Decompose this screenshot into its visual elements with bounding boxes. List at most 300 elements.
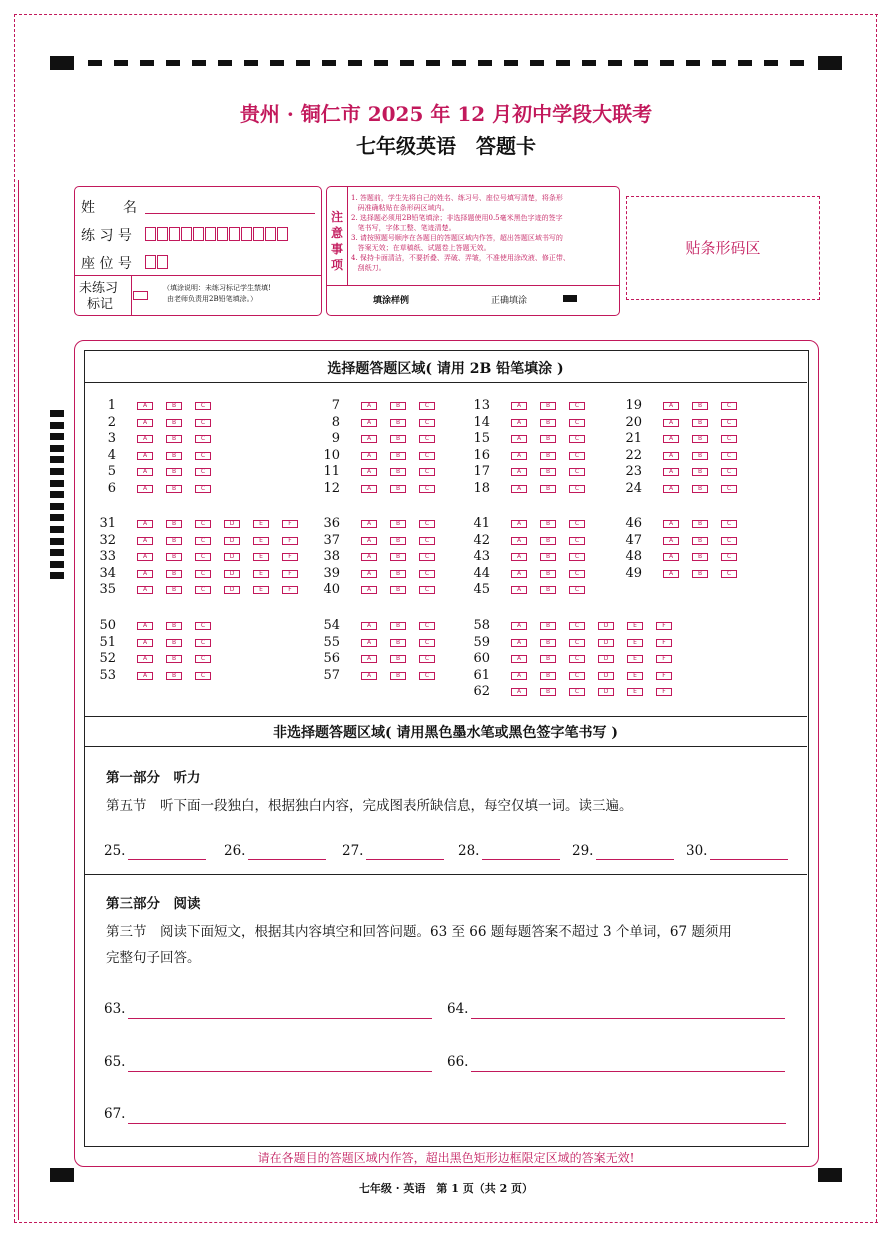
answer-bubble-36-C[interactable]: C	[419, 520, 435, 528]
blank-label: 67.	[104, 1106, 126, 1122]
answer-bubble-9-B[interactable]: B	[390, 435, 406, 443]
answer-bubble-19-C[interactable]: C	[721, 402, 737, 410]
answer-bubble-13-A[interactable]: A	[511, 402, 527, 410]
notes-title-char: 注	[331, 210, 344, 224]
answer-bubble-32-C[interactable]: C	[195, 537, 211, 545]
note-item: 刮纸刀。	[351, 264, 386, 272]
answer-bubble-4-A[interactable]: A	[137, 452, 153, 460]
question-number: 19	[625, 398, 642, 413]
answer-bubble-56-A[interactable]: A	[361, 655, 377, 663]
question-number: 23	[625, 464, 642, 479]
timing-mark	[192, 60, 206, 66]
answer-bubble-31-D[interactable]: D	[224, 520, 240, 528]
answer-bubble-58-C[interactable]: C	[569, 622, 585, 630]
question-number: 11	[323, 464, 340, 479]
answer-bubble-36-A[interactable]: A	[361, 520, 377, 528]
answer-bubble-21-B[interactable]: B	[692, 435, 708, 443]
answer-bubble-8-A[interactable]: A	[361, 419, 377, 427]
answer-bubble-4-C[interactable]: C	[195, 452, 211, 460]
answer-bubble-52-A[interactable]: A	[137, 655, 153, 663]
answer-bubble-37-B[interactable]: B	[390, 537, 406, 545]
answer-line-26[interactable]	[248, 859, 326, 860]
side-timing-mark	[50, 514, 64, 521]
question-number: 6	[107, 480, 116, 496]
answer-bubble-10-C[interactable]: C	[419, 452, 435, 460]
answer-line-65[interactable]	[128, 1071, 432, 1072]
answer-bubble-62-C[interactable]: C	[569, 688, 585, 696]
answer-bubble-19-A[interactable]: A	[663, 402, 679, 410]
answer-bubble-5-C[interactable]: C	[195, 468, 211, 476]
note-item: 3. 请按照题号顺序在各题目的答题区域内作答，超出答题区域书写的	[351, 234, 563, 242]
exam-no-label: 练 习 号	[81, 228, 132, 244]
answer-bubble-47-C[interactable]: C	[721, 537, 737, 545]
part3-instruction-2: 完整句子回答。	[106, 950, 201, 966]
timing-mark	[634, 60, 648, 66]
name-field[interactable]	[145, 213, 315, 214]
note-item: 答案无效；在草稿纸、试题卷上答题无效。	[351, 244, 491, 252]
question-number: 41	[473, 516, 490, 531]
answer-bubble-46-A[interactable]: A	[663, 520, 679, 528]
answer-bubble-62-B[interactable]: B	[540, 688, 556, 696]
answer-bubble-3-B[interactable]: B	[166, 435, 182, 443]
side-timing-mark	[50, 468, 64, 475]
answer-bubble-46-C[interactable]: C	[721, 520, 737, 528]
answer-line-25[interactable]	[128, 859, 206, 860]
question-number: 40	[323, 582, 340, 597]
answer-bubble-8-C[interactable]: C	[419, 419, 435, 427]
answer-bubble-61-C[interactable]: C	[569, 672, 585, 680]
answer-bubble-22-B[interactable]: B	[692, 452, 708, 460]
answer-bubble-18-A[interactable]: A	[511, 485, 527, 493]
part3-instruction: 第三节 阅读下面短文，根据其内容填空和回答问题。63 至 66 题每题答案不超过 3 个单词，67 题须用	[106, 924, 732, 940]
answer-bubble-54-C[interactable]: C	[419, 622, 435, 630]
unpracticed-label-2: 标记	[87, 297, 114, 312]
question-number: 50	[99, 618, 116, 633]
timing-mark	[530, 60, 544, 66]
answer-bubble-57-C[interactable]: C	[419, 672, 435, 680]
answer-bubble-52-B[interactable]: B	[166, 655, 182, 663]
answer-bubble-50-A[interactable]: A	[137, 622, 153, 630]
answer-bubble-62-E[interactable]: E	[627, 688, 643, 696]
answer-bubble-20-B[interactable]: B	[692, 419, 708, 427]
timing-mark	[296, 60, 310, 66]
unpracticed-mark-box[interactable]	[133, 291, 148, 300]
cut-line-bottom	[14, 1222, 878, 1223]
answer-bubble-62-D[interactable]: D	[598, 688, 614, 696]
answer-bubble-59-D[interactable]: D	[598, 639, 614, 647]
answer-bubble-31-A[interactable]: A	[137, 520, 153, 528]
answer-bubble-15-C[interactable]: C	[569, 435, 585, 443]
answer-bubble-23-A[interactable]: A	[663, 468, 679, 476]
answer-line-67[interactable]	[128, 1123, 786, 1124]
timing-mark	[270, 60, 284, 66]
timing-mark	[114, 60, 128, 66]
answer-bubble-9-A[interactable]: A	[361, 435, 377, 443]
side-timing-mark	[50, 480, 64, 487]
answer-bubble-20-A[interactable]: A	[663, 419, 679, 427]
answer-bubble-37-C[interactable]: C	[419, 537, 435, 545]
answer-bubble-43-C[interactable]: C	[569, 553, 585, 561]
notes-box	[326, 186, 620, 316]
answer-bubble-23-C[interactable]: C	[721, 468, 737, 476]
answer-bubble-14-B[interactable]: B	[540, 419, 556, 427]
answer-bubble-50-B[interactable]: B	[166, 622, 182, 630]
answer-bubble-40-B[interactable]: B	[390, 586, 406, 594]
timing-mark	[582, 60, 596, 66]
answer-bubble-14-A[interactable]: A	[511, 419, 527, 427]
answer-bubble-19-B[interactable]: B	[692, 402, 708, 410]
question-number: 12	[323, 480, 340, 496]
question-number: 61	[473, 667, 490, 683]
answer-bubble-32-B[interactable]: B	[166, 537, 182, 545]
side-timing-mark	[50, 503, 64, 510]
sample-label: 填涂样例	[373, 296, 410, 306]
answer-bubble-43-B[interactable]: B	[540, 553, 556, 561]
answer-bubble-18-B[interactable]: B	[540, 485, 556, 493]
side-timing-mark	[50, 572, 64, 579]
question-number: 33	[99, 549, 116, 564]
part3-title: 第三部分 阅读	[106, 896, 201, 912]
answer-bubble-12-A[interactable]: A	[361, 485, 377, 493]
answer-bubble-14-C[interactable]: C	[569, 419, 585, 427]
notes-title-char: 项	[331, 258, 344, 272]
answer-bubble-33-C[interactable]: C	[195, 553, 211, 561]
note-item: 2. 选择题必须用2B铅笔填涂；非选择题使用0.5毫米黑色字迹的签字	[351, 214, 563, 222]
answer-bubble-51-C[interactable]: C	[195, 639, 211, 647]
answer-bubble-35-E[interactable]: E	[253, 586, 269, 594]
answer-bubble-15-A[interactable]: A	[511, 435, 527, 443]
correct-label: 正确填涂	[491, 296, 528, 306]
answer-bubble-59-B[interactable]: B	[540, 639, 556, 647]
answer-bubble-6-C[interactable]: C	[195, 485, 211, 493]
answer-bubble-34-A[interactable]: A	[137, 570, 153, 578]
answer-bubble-54-A[interactable]: A	[361, 622, 377, 630]
answer-bubble-41-A[interactable]: A	[511, 520, 527, 528]
name-label: 姓 名	[81, 200, 137, 216]
question-number: 15	[473, 431, 490, 446]
answer-bubble-54-B[interactable]: B	[390, 622, 406, 630]
question-number: 60	[473, 651, 490, 666]
answer-bubble-44-B[interactable]: B	[540, 570, 556, 578]
answer-bubble-1-B[interactable]: B	[166, 402, 182, 410]
blank-label: 28.	[458, 843, 480, 859]
answer-bubble-60-D[interactable]: D	[598, 655, 614, 663]
answer-bubble-33-D[interactable]: D	[224, 553, 240, 561]
answer-bubble-59-A[interactable]: A	[511, 639, 527, 647]
answer-bubble-60-E[interactable]: E	[627, 655, 643, 663]
answer-bubble-8-B[interactable]: B	[390, 419, 406, 427]
answer-bubble-61-A[interactable]: A	[511, 672, 527, 680]
answer-bubble-48-B[interactable]: B	[692, 553, 708, 561]
side-timing-mark	[50, 549, 64, 556]
question-number: 43	[473, 549, 490, 564]
question-number: 46	[625, 516, 642, 531]
answer-bubble-10-A[interactable]: A	[361, 452, 377, 460]
page-info: 七年级 · 英语 第 1 页（共 2 页）	[358, 1182, 534, 1195]
answer-bubble-44-C[interactable]: C	[569, 570, 585, 578]
answer-bubble-24-A[interactable]: A	[663, 485, 679, 493]
answer-line-66[interactable]	[471, 1071, 785, 1072]
answer-bubble-50-C[interactable]: C	[195, 622, 211, 630]
timing-mark	[400, 60, 414, 66]
answer-line-63[interactable]	[128, 1018, 432, 1019]
answer-bubble-16-B[interactable]: B	[540, 452, 556, 460]
answer-bubble-61-E[interactable]: E	[627, 672, 643, 680]
answer-bubble-57-A[interactable]: A	[361, 672, 377, 680]
answer-bubble-7-C[interactable]: C	[419, 402, 435, 410]
answer-bubble-56-C[interactable]: C	[419, 655, 435, 663]
answer-bubble-31-C[interactable]: C	[195, 520, 211, 528]
answer-bubble-31-E[interactable]: E	[253, 520, 269, 528]
answer-bubble-49-C[interactable]: C	[721, 570, 737, 578]
answer-bubble-34-B[interactable]: B	[166, 570, 182, 578]
answer-bubble-34-E[interactable]: E	[253, 570, 269, 578]
question-number: 58	[473, 618, 490, 633]
answer-bubble-24-C[interactable]: C	[721, 485, 737, 493]
answer-bubble-38-C[interactable]: C	[419, 553, 435, 561]
answer-bubble-62-A[interactable]: A	[511, 688, 527, 696]
answer-bubble-48-C[interactable]: C	[721, 553, 737, 561]
student-info-box	[74, 186, 322, 316]
timing-mark	[166, 60, 180, 66]
answer-bubble-7-B[interactable]: B	[390, 402, 406, 410]
answer-bubble-2-A[interactable]: A	[137, 419, 153, 427]
part1-instruction: 第五节 听下面一段独白，根据独白内容，完成图表所缺信息，每空仅填一词。读三遍。	[106, 798, 633, 814]
answer-bubble-16-A[interactable]: A	[511, 452, 527, 460]
answer-bubble-53-B[interactable]: B	[166, 672, 182, 680]
note-item: 4. 保持卡面清洁，不要折叠、弄破、弄皱，不准使用涂改液、修正带、	[351, 254, 570, 262]
answer-bubble-11-B[interactable]: B	[390, 468, 406, 476]
note-item: 笔书写，字体工整、笔迹清楚。	[351, 224, 456, 232]
answer-bubble-12-C[interactable]: C	[419, 485, 435, 493]
answer-bubble-11-C[interactable]: C	[419, 468, 435, 476]
answer-bubble-21-C[interactable]: C	[721, 435, 737, 443]
answer-bubble-21-A[interactable]: A	[663, 435, 679, 443]
answer-bubble-39-C[interactable]: C	[419, 570, 435, 578]
answer-bubble-40-C[interactable]: C	[419, 586, 435, 594]
answer-bubble-2-C[interactable]: C	[195, 419, 211, 427]
answer-bubble-17-C[interactable]: C	[569, 468, 585, 476]
answer-bubble-58-D[interactable]: D	[598, 622, 614, 630]
question-number: 13	[473, 398, 490, 413]
seat-label: 座 位 号	[81, 256, 132, 272]
side-timing-mark	[50, 422, 64, 429]
answer-bubble-59-F[interactable]: F	[656, 639, 672, 647]
answer-bubble-55-C[interactable]: C	[419, 639, 435, 647]
answer-bubble-59-E[interactable]: E	[627, 639, 643, 647]
answer-bubble-32-F[interactable]: F	[282, 537, 298, 545]
answer-bubble-60-A[interactable]: A	[511, 655, 527, 663]
answer-bubble-2-B[interactable]: B	[166, 419, 182, 427]
cut-line-top	[14, 14, 878, 15]
answer-bubble-55-A[interactable]: A	[361, 639, 377, 647]
answer-bubble-46-B[interactable]: B	[692, 520, 708, 528]
answer-bubble-11-A[interactable]: A	[361, 468, 377, 476]
question-number: 3	[107, 431, 116, 446]
answer-line-64[interactable]	[471, 1018, 785, 1019]
answer-bubble-36-B[interactable]: B	[390, 520, 406, 528]
answer-bubble-38-B[interactable]: B	[390, 553, 406, 561]
answer-bubble-32-A[interactable]: A	[137, 537, 153, 545]
binding-line	[18, 180, 19, 1220]
answer-bubble-6-B[interactable]: B	[166, 485, 182, 493]
question-number: 1	[107, 398, 116, 413]
answer-bubble-60-F[interactable]: F	[656, 655, 672, 663]
answer-bubble-43-A[interactable]: A	[511, 553, 527, 561]
answer-line-28[interactable]	[482, 859, 560, 860]
answer-bubble-45-C[interactable]: C	[569, 586, 585, 594]
seat-boxes[interactable]	[145, 254, 169, 273]
answer-bubble-34-D[interactable]: D	[224, 570, 240, 578]
answer-bubble-45-A[interactable]: A	[511, 586, 527, 594]
question-number: 57	[323, 667, 340, 683]
question-number: 2	[107, 414, 116, 430]
answer-bubble-41-C[interactable]: C	[569, 520, 585, 528]
answer-bubble-13-B[interactable]: B	[540, 402, 556, 410]
timing-mark	[88, 60, 102, 66]
question-number: 9	[331, 431, 340, 446]
answer-bubble-6-A[interactable]: A	[137, 485, 153, 493]
answer-bubble-1-A[interactable]: A	[137, 402, 153, 410]
answer-bubble-22-A[interactable]: A	[663, 452, 679, 460]
timing-mark	[712, 60, 726, 66]
answer-bubble-15-B[interactable]: B	[540, 435, 556, 443]
answer-bubble-12-B[interactable]: B	[390, 485, 406, 493]
timing-mark	[790, 60, 804, 66]
exam-no-boxes[interactable]	[145, 226, 320, 245]
answer-bubble-13-C[interactable]: C	[569, 402, 585, 410]
answer-bubble-22-C[interactable]: C	[721, 452, 737, 460]
answer-bubble-39-B[interactable]: B	[390, 570, 406, 578]
answer-bubble-53-C[interactable]: C	[195, 672, 211, 680]
answer-bubble-34-C[interactable]: C	[195, 570, 211, 578]
answer-bubble-60-B[interactable]: B	[540, 655, 556, 663]
answer-bubble-56-B[interactable]: B	[390, 655, 406, 663]
answer-bubble-61-D[interactable]: D	[598, 672, 614, 680]
question-number: 16	[473, 447, 490, 463]
answer-bubble-24-B[interactable]: B	[692, 485, 708, 493]
answer-bubble-61-F[interactable]: F	[656, 672, 672, 680]
answer-bubble-42-B[interactable]: B	[540, 537, 556, 545]
answer-bubble-53-A[interactable]: A	[137, 672, 153, 680]
answer-bubble-47-A[interactable]: A	[663, 537, 679, 545]
timing-mark	[556, 60, 570, 66]
question-number: 7	[331, 398, 340, 413]
answer-bubble-17-A[interactable]: A	[511, 468, 527, 476]
question-number: 31	[99, 516, 116, 531]
answer-bubble-3-A[interactable]: A	[137, 435, 153, 443]
answer-bubble-59-C[interactable]: C	[569, 639, 585, 647]
answer-bubble-55-B[interactable]: B	[390, 639, 406, 647]
side-timing-mark	[50, 445, 64, 452]
side-timing-mark	[50, 526, 64, 533]
answer-line-29[interactable]	[596, 859, 674, 860]
answer-bubble-48-A[interactable]: A	[663, 553, 679, 561]
answer-bubble-44-A[interactable]: A	[511, 570, 527, 578]
answer-bubble-37-A[interactable]: A	[361, 537, 377, 545]
answer-line-30[interactable]	[710, 859, 788, 860]
corner-mark-top-left	[50, 56, 74, 70]
answer-bubble-31-B[interactable]: B	[166, 520, 182, 528]
answer-bubble-9-C[interactable]: C	[419, 435, 435, 443]
unpracticed-note-2: 由老师负责用2B铅笔填涂。）	[167, 295, 258, 303]
blank-label: 27.	[342, 843, 364, 859]
answer-bubble-58-B[interactable]: B	[540, 622, 556, 630]
answer-bubble-34-F[interactable]: F	[282, 570, 298, 578]
answer-bubble-5-B[interactable]: B	[166, 468, 182, 476]
answer-bubble-4-B[interactable]: B	[166, 452, 182, 460]
answer-bubble-35-B[interactable]: B	[166, 586, 182, 594]
answer-bubble-20-C[interactable]: C	[721, 419, 737, 427]
answer-bubble-62-F[interactable]: F	[656, 688, 672, 696]
answer-bubble-52-C[interactable]: C	[195, 655, 211, 663]
answer-bubble-5-A[interactable]: A	[137, 468, 153, 476]
answer-bubble-16-C[interactable]: C	[569, 452, 585, 460]
answer-bubble-1-C[interactable]: C	[195, 402, 211, 410]
answer-bubble-3-C[interactable]: C	[195, 435, 211, 443]
answer-bubble-31-F[interactable]: F	[282, 520, 298, 528]
answer-bubble-17-B[interactable]: B	[540, 468, 556, 476]
answer-bubble-42-C[interactable]: C	[569, 537, 585, 545]
answer-bubble-60-C[interactable]: C	[569, 655, 585, 663]
answer-bubble-33-E[interactable]: E	[253, 553, 269, 561]
note-item: 1. 答题前，学生先将自己的姓名、练习号、座位号填写清楚，将条形	[351, 194, 563, 202]
question-number: 47	[625, 532, 642, 548]
question-number: 5	[107, 464, 116, 479]
timing-mark	[608, 60, 622, 66]
answer-bubble-7-A[interactable]: A	[361, 402, 377, 410]
barcode-label: 贴条形码区	[685, 239, 761, 257]
answer-bubble-23-B[interactable]: B	[692, 468, 708, 476]
answer-bubble-57-B[interactable]: B	[390, 672, 406, 680]
answer-bubble-32-E[interactable]: E	[253, 537, 269, 545]
answer-bubble-45-B[interactable]: B	[540, 586, 556, 594]
answer-bubble-61-B[interactable]: B	[540, 672, 556, 680]
answer-bubble-42-A[interactable]: A	[511, 537, 527, 545]
answer-bubble-39-A[interactable]: A	[361, 570, 377, 578]
answer-bubble-35-D[interactable]: D	[224, 586, 240, 594]
note-item: 码准确粘贴在条形码区域内。	[351, 204, 449, 212]
answer-bubble-40-A[interactable]: A	[361, 586, 377, 594]
answer-bubble-41-B[interactable]: B	[540, 520, 556, 528]
exam-title: 贵州 · 铜仁市 2025 年 12 月初中学段大联考	[239, 102, 653, 126]
answer-bubble-51-A[interactable]: A	[137, 639, 153, 647]
notes-title-char: 事	[331, 242, 344, 256]
answer-bubble-32-D[interactable]: D	[224, 537, 240, 545]
blank-label: 65.	[104, 1054, 126, 1070]
answer-bubble-33-A[interactable]: A	[137, 553, 153, 561]
answer-bubble-18-C[interactable]: C	[569, 485, 585, 493]
answer-bubble-33-B[interactable]: B	[166, 553, 182, 561]
answer-bubble-51-B[interactable]: B	[166, 639, 182, 647]
answer-bubble-49-B[interactable]: B	[692, 570, 708, 578]
answer-bubble-35-C[interactable]: C	[195, 586, 211, 594]
answer-bubble-58-F[interactable]: F	[656, 622, 672, 630]
answer-bubble-10-B[interactable]: B	[390, 452, 406, 460]
side-timing-mark	[50, 491, 64, 498]
answer-bubble-33-F[interactable]: F	[282, 553, 298, 561]
answer-bubble-35-A[interactable]: A	[137, 586, 153, 594]
answer-bubble-58-E[interactable]: E	[627, 622, 643, 630]
blank-label: 25.	[104, 843, 126, 859]
answer-bubble-38-A[interactable]: A	[361, 553, 377, 561]
answer-line-27[interactable]	[366, 859, 444, 860]
answer-bubble-58-A[interactable]: A	[511, 622, 527, 630]
answer-bubble-47-B[interactable]: B	[692, 537, 708, 545]
answer-bubble-49-A[interactable]: A	[663, 570, 679, 578]
answer-bubble-35-F[interactable]: F	[282, 586, 298, 594]
timing-mark	[738, 60, 752, 66]
